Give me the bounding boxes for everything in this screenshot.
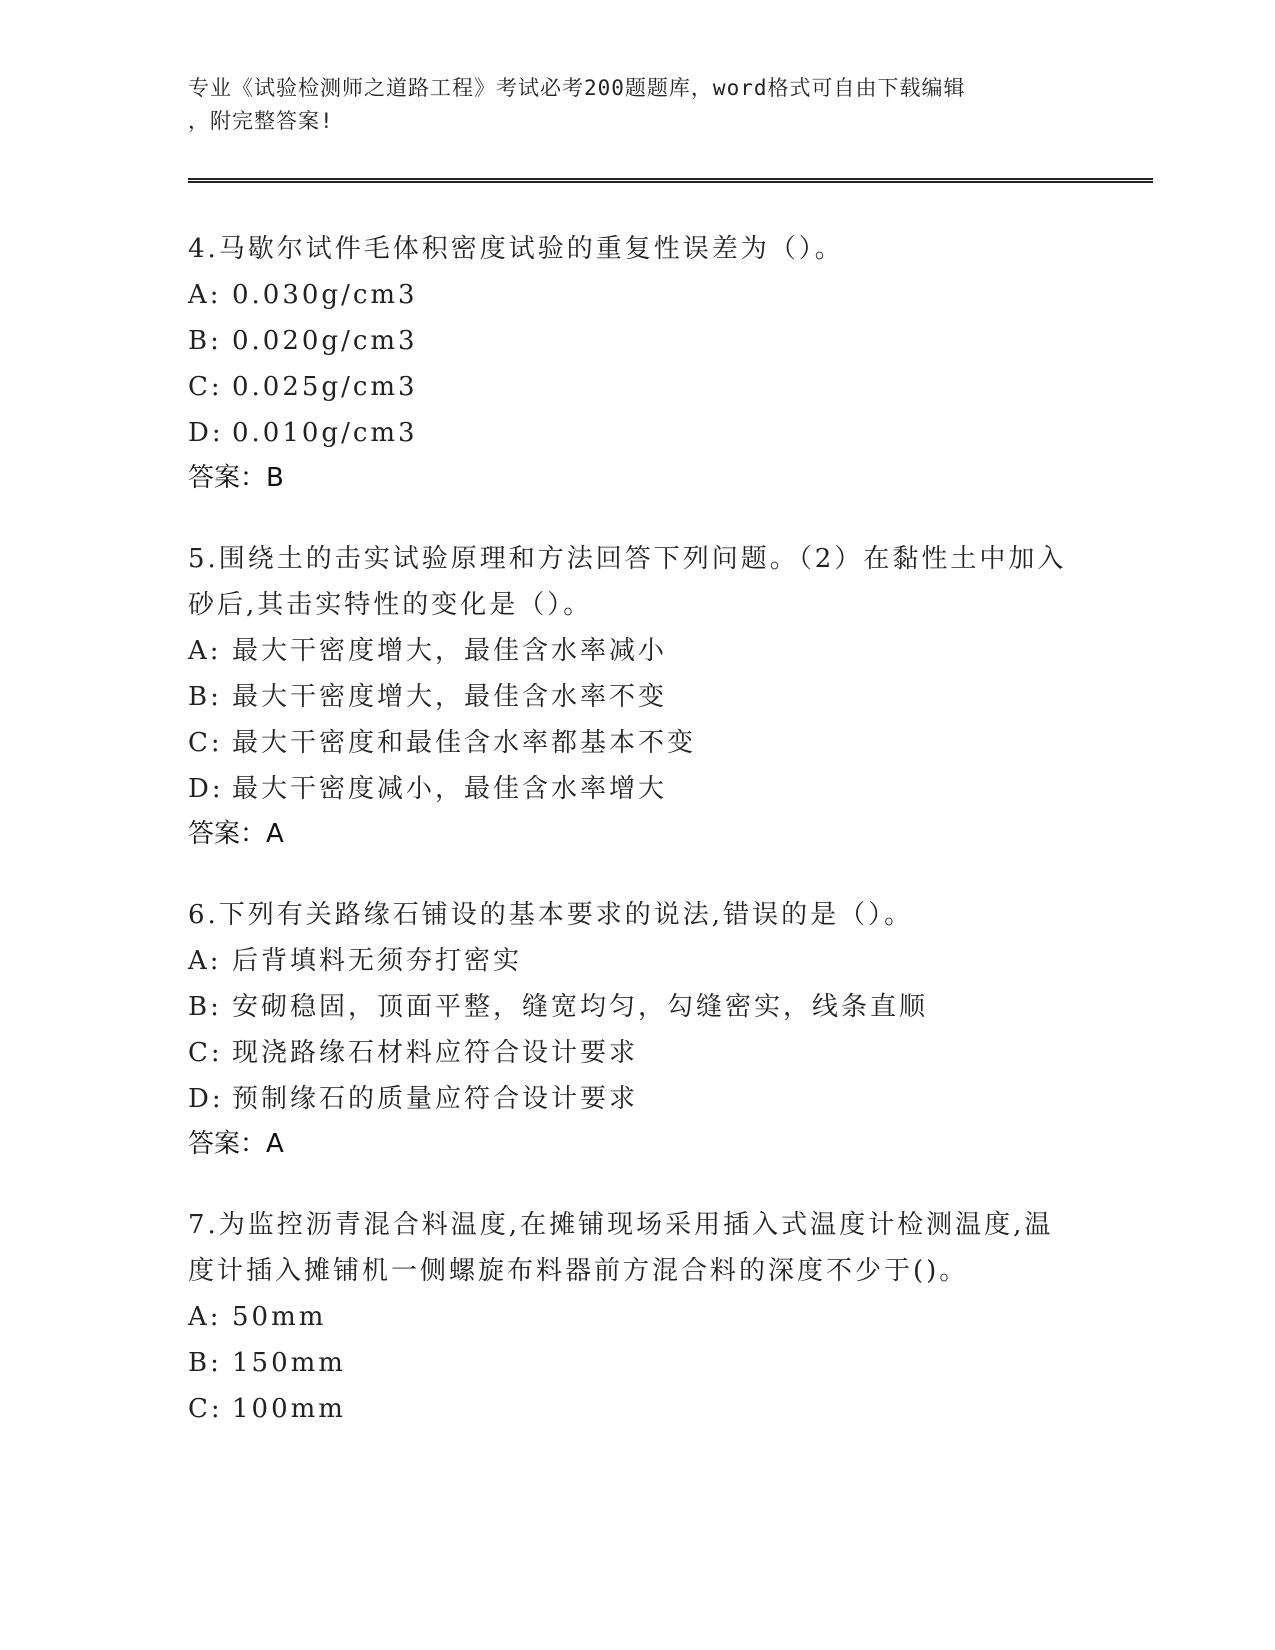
question-stem-line-2: 砂后,其击实特性的变化是（）。 (188, 590, 593, 620)
option-d (188, 1076, 1088, 1122)
question-7 (188, 1202, 1088, 1432)
option-a (188, 272, 1088, 318)
option-b (188, 318, 1088, 364)
option-letter: A: (188, 946, 222, 976)
option-text: 0.010g/cm3 (232, 418, 418, 448)
option-b (188, 1340, 1088, 1386)
option-c (188, 1030, 1088, 1076)
option-c (188, 364, 1088, 410)
option-a (188, 938, 1088, 984)
option-letter: D: (188, 774, 224, 804)
answer-text: 答案：A (188, 819, 284, 849)
option-b (188, 984, 1088, 1030)
option-letter: D: (188, 418, 224, 448)
option-text: 最大干密度增大，最佳含水率减小 (232, 636, 668, 666)
document-header (188, 72, 1088, 138)
question-stem-line-1: 5.围绕土的击实试验原理和方法回答下列问题。（2）在黏性土中加入 (188, 544, 1067, 574)
option-text: 100mm (232, 1394, 346, 1424)
option-text: 150mm (232, 1348, 346, 1378)
option-letter: A: (188, 280, 222, 310)
option-letter: C: (188, 728, 223, 758)
question-stem: 6.下列有关路缘石铺设的基本要求的说法,错误的是（）。 (188, 900, 914, 930)
question-stem-line-2: 度计插入摊铺机一侧螺旋布料器前方混合料的深度不少于()。 (188, 1256, 969, 1286)
option-letter: C: (188, 1038, 223, 1068)
option-letter: B: (188, 326, 222, 356)
option-text: 最大干密度增大，最佳含水率不变 (232, 682, 668, 712)
option-d (188, 410, 1088, 456)
option-a (188, 628, 1088, 674)
option-letter: D: (188, 1084, 224, 1114)
option-letter: B: (188, 1348, 222, 1378)
option-letter: A: (188, 1302, 222, 1332)
option-letter: C: (188, 372, 223, 402)
option-letter: A: (188, 636, 222, 666)
option-text: 0.025g/cm3 (232, 372, 418, 402)
option-letter: B: (188, 682, 222, 712)
option-text: 最大干密度和最佳含水率都基本不变 (232, 728, 697, 758)
question-stem: 4.马歇尔试件毛体积密度试验的重复性误差为（）。 (188, 234, 844, 264)
option-text: 0.030g/cm3 (232, 280, 418, 310)
option-c (188, 720, 1088, 766)
header-divider (188, 178, 1153, 183)
option-text: 0.020g/cm3 (232, 326, 418, 356)
option-a (188, 1294, 1088, 1340)
question-stem-line-1: 7.为监控沥青混合料温度,在摊铺现场采用插入式温度计检测温度,温 (188, 1210, 1054, 1240)
option-c (188, 1386, 1088, 1432)
option-text: 预制缘石的质量应符合设计要求 (232, 1084, 639, 1114)
answer-text: 答案：B (188, 463, 284, 493)
answer-text: 答案：A (188, 1129, 284, 1159)
option-letter: B: (188, 992, 222, 1022)
option-text: 50mm (232, 1302, 327, 1332)
question-6 (188, 892, 1088, 1166)
question-list (188, 226, 1088, 1468)
option-letter: C: (188, 1394, 223, 1424)
question-5 (188, 536, 1088, 856)
option-text: 现浇路缘石材料应符合设计要求 (232, 1038, 639, 1068)
question-4 (188, 226, 1088, 500)
option-d (188, 766, 1088, 812)
option-text: 安砌稳固，顶面平整，缝宽均匀，勾缝密实，线条直顺 (232, 992, 929, 1022)
header-line-1: 专业《试验检测师之道路工程》考试必考200题题库，word格式可自由下载编辑 (188, 76, 966, 100)
option-b (188, 674, 1088, 720)
option-text: 后背填料无须夯打密实 (232, 946, 523, 976)
option-text: 最大干密度减小，最佳含水率增大 (232, 774, 668, 804)
header-line-2: ，附完整答案! (188, 109, 334, 133)
